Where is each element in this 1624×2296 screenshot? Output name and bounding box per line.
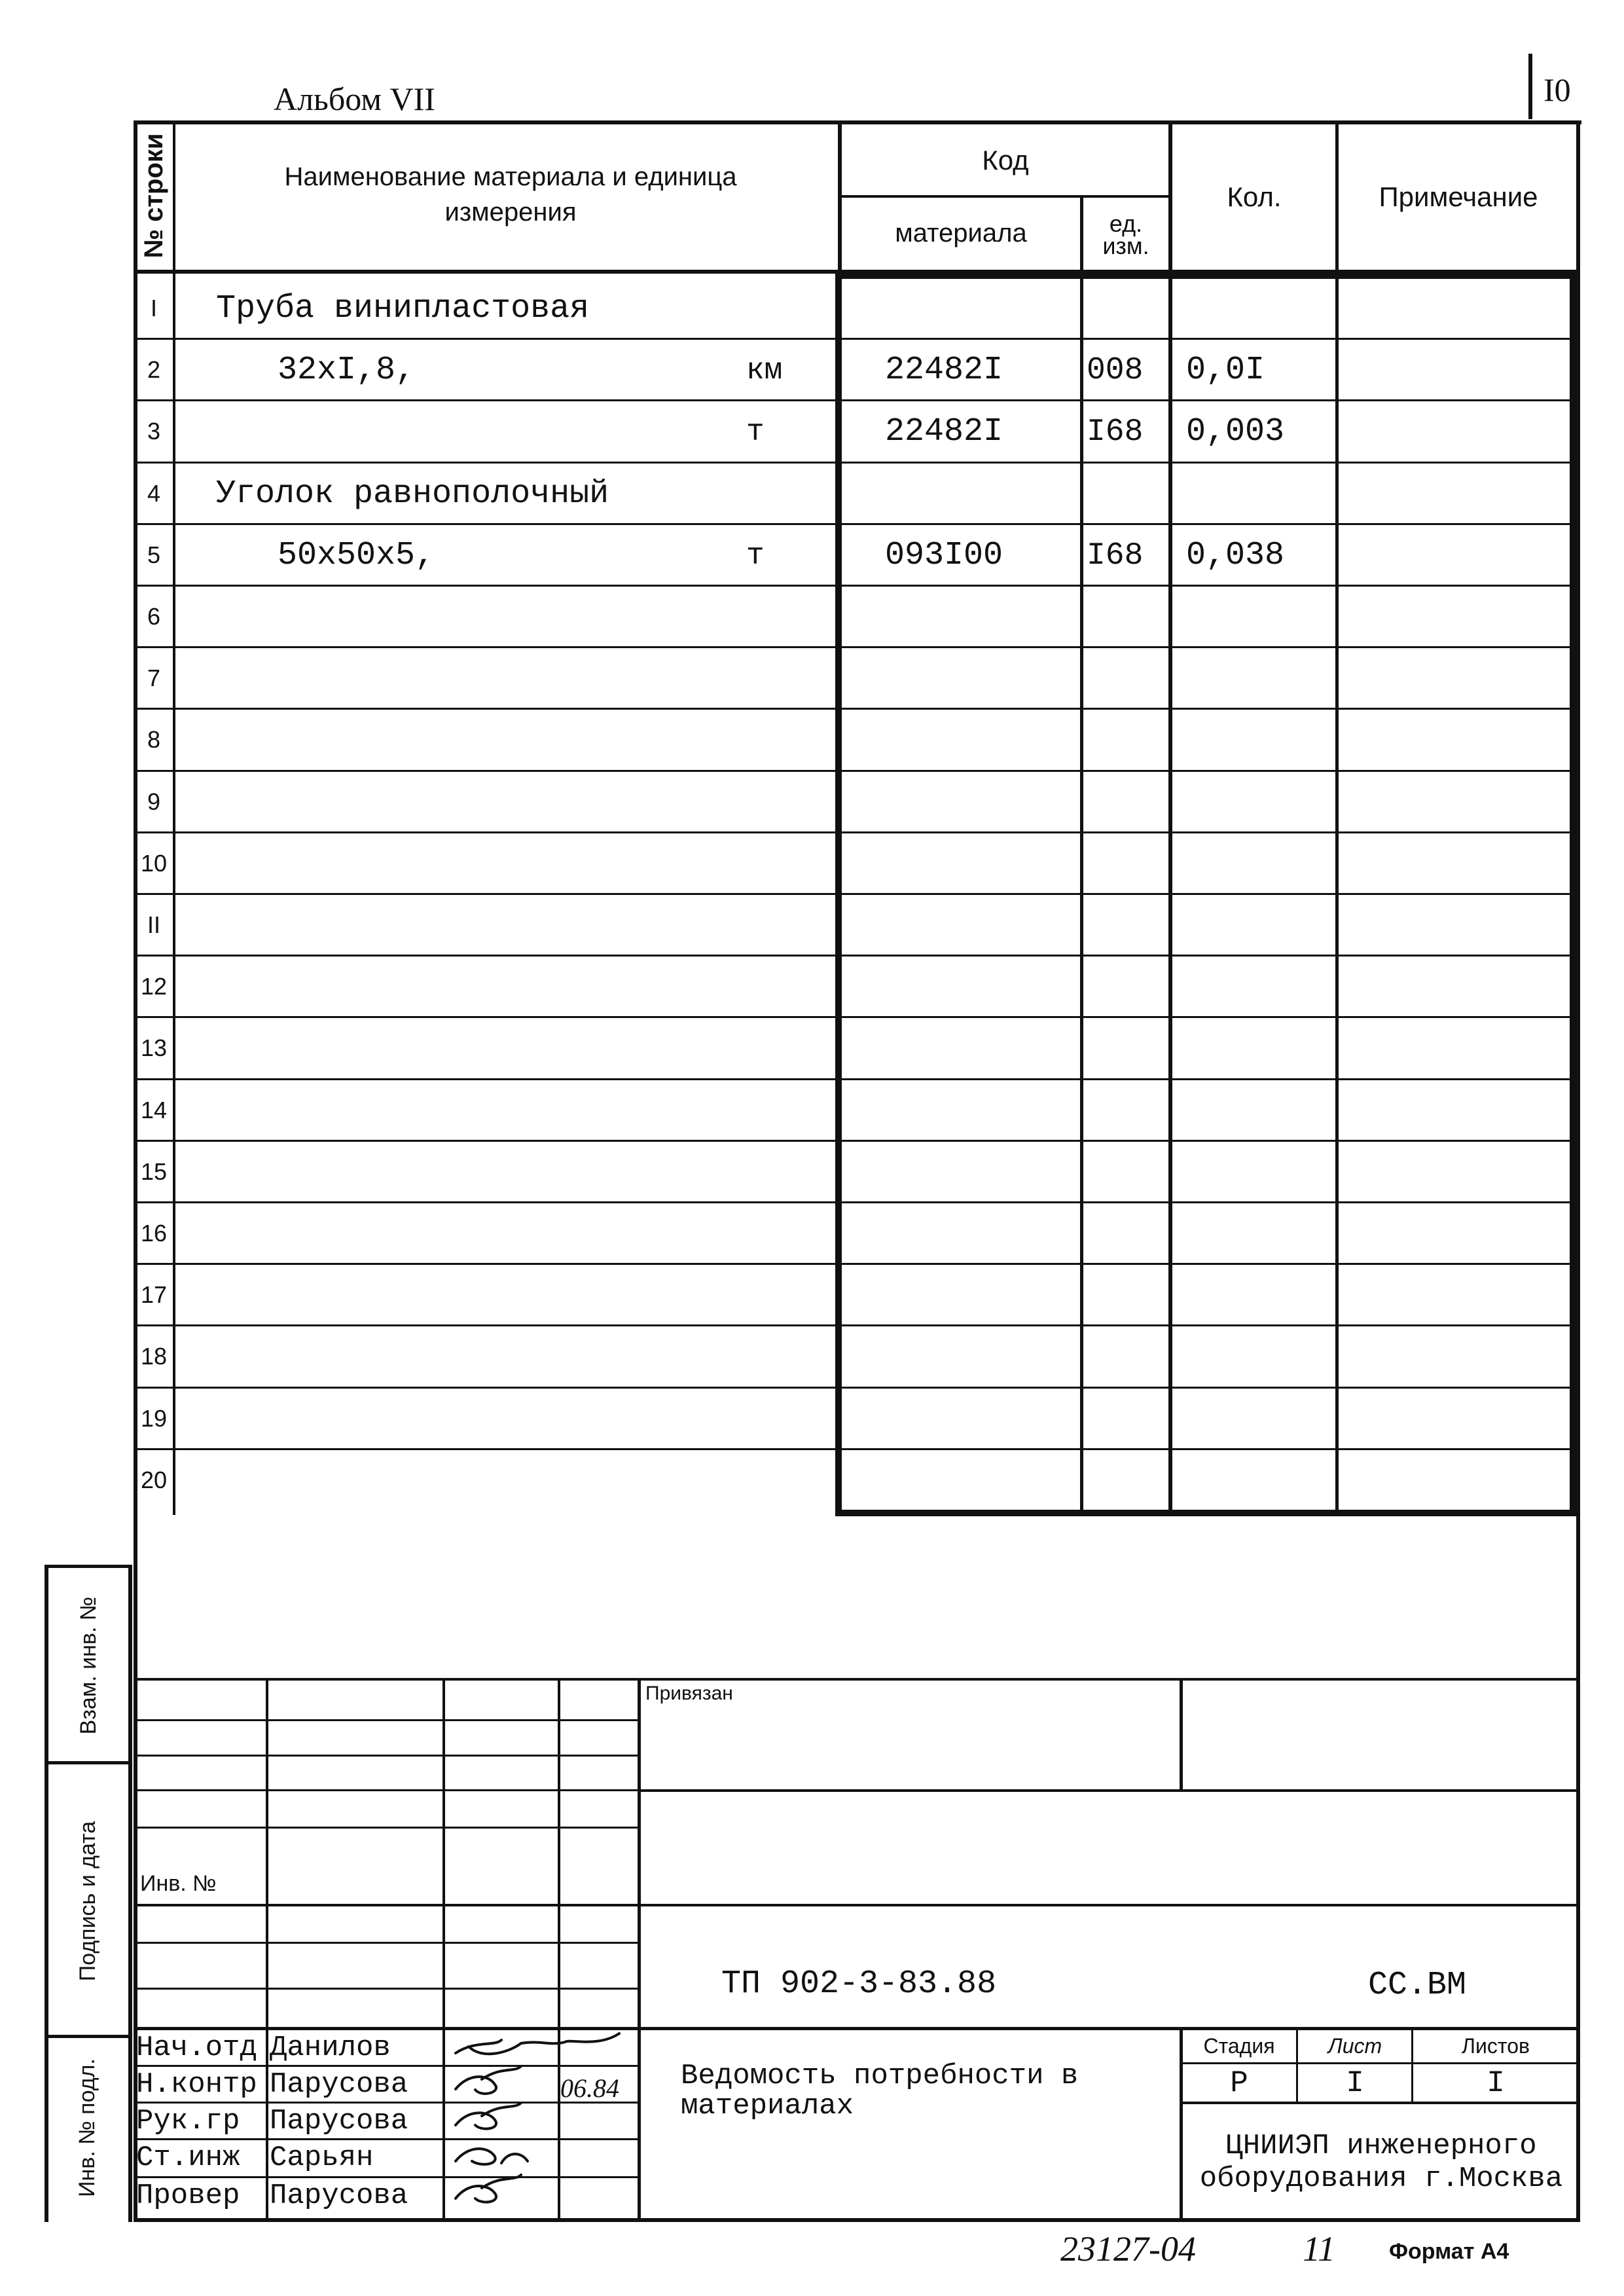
signer-name: Сарьян xyxy=(270,2141,374,2174)
row-quantity: 0,003 xyxy=(1186,413,1285,450)
stamp-podpis-data: Подпись и дата xyxy=(75,1821,100,1982)
doc-code: ТП 902-3-83.88 xyxy=(721,1965,997,2003)
tb-v-2 xyxy=(442,1678,445,1904)
row-number: 7 xyxy=(147,665,161,691)
row-separator xyxy=(174,399,1575,401)
row-separator xyxy=(174,955,1575,957)
sheets-label: Листов xyxy=(1462,2033,1530,2058)
row-material-name: 32хI,8, xyxy=(278,352,416,389)
doc-title-text: Ведомость потребности в материалах xyxy=(681,2060,1079,2123)
row-material-code: 093I00 xyxy=(885,537,1003,574)
data-block-top xyxy=(835,274,1578,279)
signer-role: Ст.инж xyxy=(136,2141,240,2174)
row-material-code: 22482I xyxy=(885,352,1003,389)
row-number: 8 xyxy=(147,726,161,753)
inv-no-label: Инв. № xyxy=(140,1871,217,1896)
signer-role: Нач.отд xyxy=(136,2032,257,2064)
row-unit-name: т xyxy=(746,415,765,449)
stamp-vzam-inv: Взам. инв. № xyxy=(75,1596,101,1735)
row-material-code: 22482I xyxy=(885,413,1003,450)
row-separator xyxy=(174,831,1575,833)
col-header-material: материала xyxy=(895,218,1027,247)
tb-stage-h2 xyxy=(1181,2102,1580,2104)
tb-v-1 xyxy=(266,1678,268,1904)
row-quantity: 0,0I xyxy=(1186,352,1265,389)
row-number: 20 xyxy=(140,1467,168,1493)
signature-parusova-2 xyxy=(456,2103,521,2129)
row-number: I xyxy=(150,295,157,321)
tb-stage-v1 xyxy=(1296,2028,1298,2103)
doc-mark: СС.ВМ xyxy=(1368,1967,1467,2004)
row-number: 14 xyxy=(140,1097,168,1123)
data-block-bottom xyxy=(835,1510,1578,1516)
row-separator xyxy=(174,523,1575,525)
col-header-row-no: № строки xyxy=(139,133,168,259)
doc-title xyxy=(681,2061,1165,2121)
tb-stage-v2 xyxy=(1411,2028,1413,2103)
album-label: Альбом VII xyxy=(274,81,435,117)
row-material-name: Труба винипластовая xyxy=(216,290,590,327)
row-number: II xyxy=(147,911,160,938)
row-number: 4 xyxy=(147,480,161,507)
sign-date: 06.84 xyxy=(560,2073,619,2103)
row-separator xyxy=(174,1324,1575,1326)
code-sub-line xyxy=(838,195,1172,198)
row-unit-name: км xyxy=(746,354,783,388)
tb-line-5 xyxy=(135,1827,640,1829)
col-header-qty: Кол. xyxy=(1227,181,1282,212)
row-separator xyxy=(174,1078,1575,1080)
tb-line-4 xyxy=(135,1789,640,1791)
sheets-value: I xyxy=(1487,2066,1505,2100)
col-header-code: Код xyxy=(982,145,1029,175)
row-number: 6 xyxy=(147,603,161,630)
row-number: 19 xyxy=(140,1405,168,1432)
signer-role: Н.контр xyxy=(136,2068,257,2101)
stamp-inv-podl: Инв. № подл. xyxy=(74,2058,99,2197)
row-separator xyxy=(174,462,1575,464)
sheet-label: Лист xyxy=(1327,2033,1382,2058)
row-number: 16 xyxy=(140,1220,168,1247)
row-separator xyxy=(174,1201,1575,1203)
row-material-name: 50х50х5, xyxy=(278,537,435,574)
signer-name: Парусова xyxy=(270,2068,408,2101)
signature-danilov xyxy=(456,2033,619,2054)
row-separator xyxy=(174,585,1575,587)
tb-line-3 xyxy=(135,1755,640,1757)
row-number: 17 xyxy=(140,1281,168,1308)
stage-value: Р xyxy=(1230,2066,1248,2100)
side-stamp-top xyxy=(45,1565,132,1568)
page-number: 11 xyxy=(1303,2229,1335,2269)
sheet-value: I xyxy=(1346,2066,1364,2100)
row-number: 12 xyxy=(140,973,168,1000)
signer-role: Провер xyxy=(136,2179,240,2212)
row-number: 3 xyxy=(147,418,161,445)
row-separator xyxy=(174,893,1575,895)
sheet-number: I0 xyxy=(1543,71,1571,108)
row-separator xyxy=(174,708,1575,710)
signer-name: Парусова xyxy=(270,2179,408,2212)
side-stamp-left xyxy=(45,1566,48,2222)
row-number: 15 xyxy=(140,1158,168,1185)
row-number: 18 xyxy=(140,1343,168,1370)
col-line-note xyxy=(1335,120,1339,1515)
tb-v-3 xyxy=(558,1678,560,1904)
tb-v-1b xyxy=(266,1906,268,2221)
frame-bottom-border xyxy=(134,2218,1580,2222)
signer-name: Парусова xyxy=(270,2105,408,2138)
signature-saryan xyxy=(456,2149,528,2164)
side-stamp-div1 xyxy=(45,1761,132,1764)
row-material-name: Уголок равнополочный xyxy=(216,475,609,513)
row-unit-code: 008 xyxy=(1087,353,1144,388)
tb-top-line xyxy=(135,1678,1580,1681)
tb-line-2 xyxy=(135,1719,640,1721)
col-line-rowno xyxy=(173,120,175,1515)
row-separator xyxy=(174,770,1575,772)
col-line-qty xyxy=(1168,120,1172,1515)
row-unit-name: т xyxy=(746,539,765,573)
tb-v-privyazan xyxy=(1180,1678,1183,1791)
org-name: ЦНИИЭП инженерного оборудования г.Москва xyxy=(1199,2130,1563,2195)
col-header-name: Наименование материала и единица измерения xyxy=(284,162,737,227)
row-unit-code: I68 xyxy=(1087,538,1144,574)
row-number: 5 xyxy=(147,541,161,568)
row-separator xyxy=(174,1263,1575,1265)
side-stamp-right xyxy=(128,1566,132,2222)
row-separator xyxy=(174,338,1575,340)
signer-name: Данилов xyxy=(270,2032,391,2064)
tb-line-6 xyxy=(135,1942,640,1944)
stage-label: Стадия xyxy=(1203,2033,1275,2058)
col-header-unit: ед. изм. xyxy=(1102,210,1149,259)
row-number: 2 xyxy=(147,356,161,383)
tb-line-privyazan xyxy=(639,1789,1580,1792)
row-number: 13 xyxy=(140,1034,168,1061)
signer-role: Рук.гр xyxy=(136,2105,240,2138)
row-number: 9 xyxy=(147,788,161,815)
row-unit-code: I68 xyxy=(1087,414,1144,450)
tb-line-inv xyxy=(135,1904,1580,1906)
signatures-svg xyxy=(442,2027,639,2223)
row-separator xyxy=(174,1016,1575,1018)
row-separator xyxy=(174,646,1575,648)
tb-line-7 xyxy=(135,1988,640,1990)
signature-parusova-1 xyxy=(456,2066,521,2094)
row-separator xyxy=(174,1448,1575,1450)
row-separator xyxy=(174,1140,1575,1142)
row-quantity: 0,038 xyxy=(1186,537,1285,574)
sheet-number-divider xyxy=(1528,54,1532,119)
row-number: 10 xyxy=(140,850,168,877)
col-line-unit xyxy=(1080,196,1083,1515)
col-header-note: Примечание xyxy=(1379,181,1538,212)
format-label: Формат А4 xyxy=(1389,2239,1509,2264)
row-separator xyxy=(174,1387,1575,1389)
signature-parusova-3 xyxy=(456,2175,521,2202)
privyazan-label: Привязан xyxy=(645,1683,733,1704)
inventory-number: 23127-04 xyxy=(1060,2229,1196,2269)
